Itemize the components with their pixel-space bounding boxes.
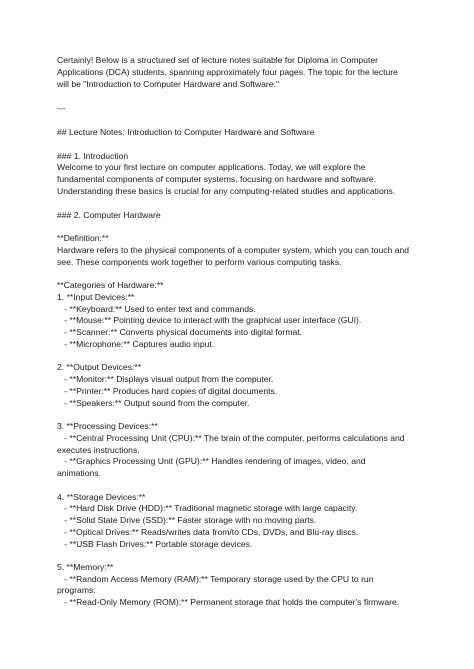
output-devices-heading: 2. **Output Devices:** (57, 362, 142, 372)
list-item: programs. (57, 585, 96, 595)
list-item: - **Read-Only Memory (ROM):** Permanent storage that holds the computer's firmware. (57, 597, 400, 607)
list-item: executes instructions. (57, 445, 140, 455)
list-item: - **Printer:** Produces hard copies of digital documents. (57, 386, 278, 396)
section-heading-introduction: ### 1. Introduction (57, 151, 129, 161)
list-item: - **Central Processing Unit (CPU):** The brain of the computer, performs calculations and (57, 433, 405, 443)
document-title: ## Lecture Notes: Introduction to Computer Hardware and Software (57, 127, 315, 137)
list-item: - **Speakers:** Output sound from the computer. (57, 398, 250, 408)
section-heading-hardware: ### 2. Computer Hardware (57, 210, 161, 220)
list-item: - **Graphics Processing Unit (GPU):** Handles rendering of images, video, and (57, 456, 366, 466)
definition-body-line: see. These components work together to perform various computing tasks. (57, 257, 342, 267)
categories-label: **Categories of Hardware:** (57, 280, 164, 290)
list-item: - **Hard Disk Drive (HDD):** Traditional magnetic storage with large capacity. (57, 503, 358, 513)
list-item: - **Mouse:** Pointing device to interact with the graphical user interface (GUI). (57, 315, 362, 325)
definition-body-line: Hardware refers to the physical components of a computer system, which you can touch and (57, 245, 410, 255)
list-item: - **Random Access Memory (RAM):** Temporary storage used by the CPU to run (57, 574, 374, 584)
intro-body-line: Welcome to your first lecture on computer applications. Today, we will explore the (57, 162, 366, 172)
intro-body-line: Understanding these basics is crucial for any computing-related studies and applications. (57, 186, 396, 196)
intro-body-line: fundamental components of computer systems, focusing on hardware and software. (57, 174, 377, 184)
separator: --- (57, 103, 66, 113)
input-devices-heading: 1. **Input Devices:** (57, 292, 135, 302)
storage-devices-heading: 4. **Storage Devices:** (57, 492, 146, 502)
list-item: - **Solid State Drive (SSD):** Faster storage with no moving parts. (57, 515, 317, 525)
intro-line: Applications (DCA) students, spanning approximately four pages. The topic for the lecture (57, 67, 398, 77)
intro-line: Certainly! Below is a structured set of lecture notes suitable for Diploma in Computer (57, 55, 378, 65)
definition-label: **Definition:** (57, 233, 109, 243)
list-item: - **Microphone:** Captures audio input. (57, 339, 215, 349)
intro-line: will be "Introduction to Computer Hardware and Software." (57, 79, 280, 89)
list-item: - **Scanner:** Converts physical documents into digital format. (57, 327, 303, 337)
memory-heading: 5. **Memory:** (57, 562, 114, 572)
list-item: - **Monitor:** Displays visual output from the computer. (57, 374, 274, 384)
list-item: - **Keyboard:** Used to enter text and commands. (57, 304, 256, 314)
processing-devices-heading: 3. **Processing Devices:** (57, 421, 158, 431)
list-item: - **USB Flash Drives:** Portable storage devices. (57, 539, 253, 549)
list-item: animations. (57, 468, 101, 478)
list-item: - **Optical Drives:** Reads/writes data from/to CDs, DVDs, and Blu-ray discs. (57, 527, 359, 537)
